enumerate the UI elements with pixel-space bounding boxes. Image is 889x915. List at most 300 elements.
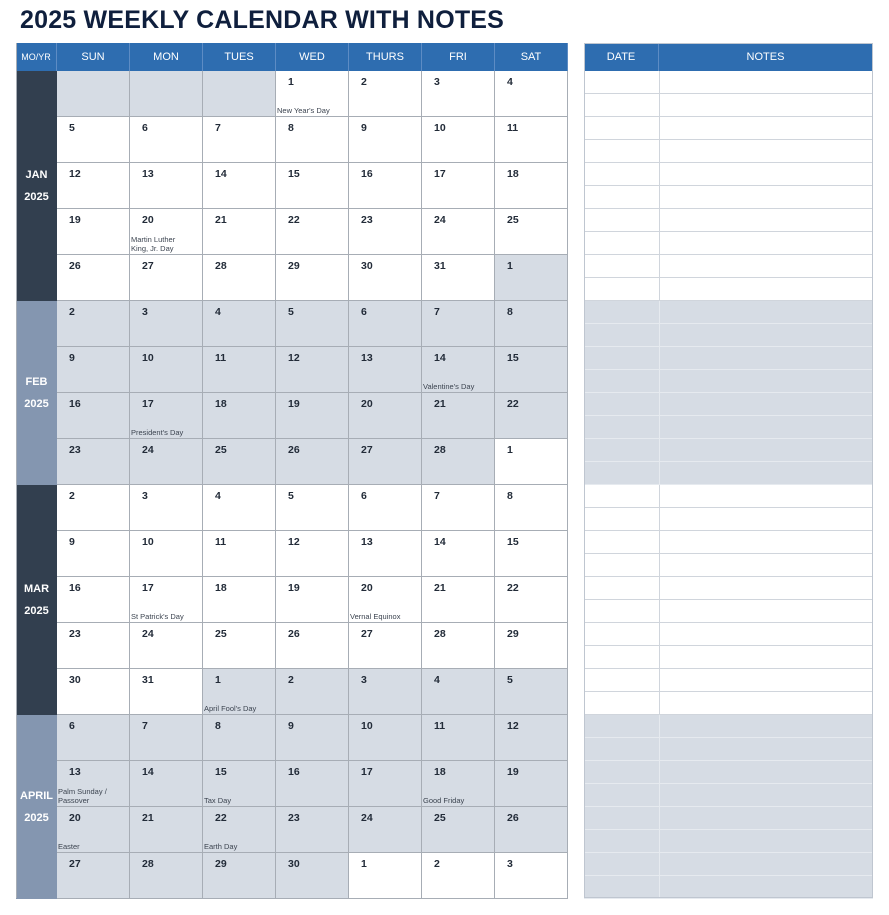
day-cell[interactable] <box>495 761 568 807</box>
day-cell[interactable] <box>349 301 422 347</box>
day-cell[interactable] <box>276 393 349 439</box>
month-name: APRIL <box>20 790 53 802</box>
day-cell[interactable] <box>203 485 276 531</box>
day-cell[interactable] <box>495 715 568 761</box>
day-number: 16 <box>361 168 373 180</box>
day-cell[interactable] <box>422 715 495 761</box>
day-cell[interactable] <box>203 439 276 485</box>
day-cell[interactable] <box>57 761 130 807</box>
day-cell[interactable] <box>422 393 495 439</box>
day-number: 23 <box>361 214 373 226</box>
day-cell[interactable] <box>495 209 568 255</box>
day-cell[interactable] <box>130 439 203 485</box>
day-number: 14 <box>215 168 227 180</box>
day-cell[interactable] <box>422 71 495 117</box>
day-cell[interactable] <box>276 669 349 715</box>
day-cell[interactable] <box>130 71 203 117</box>
day-number: 8 <box>507 306 513 318</box>
notes-row[interactable] <box>584 485 873 508</box>
day-number: 20 <box>142 214 154 226</box>
day-number: 15 <box>215 766 227 778</box>
day-cell[interactable] <box>276 163 349 209</box>
day-cell[interactable] <box>130 301 203 347</box>
month-label-feb <box>16 301 57 485</box>
notes-row[interactable] <box>584 393 873 416</box>
day-number: 31 <box>434 260 446 272</box>
day-cell[interactable] <box>422 623 495 669</box>
day-number: 2 <box>288 674 294 686</box>
day-number: 30 <box>69 674 81 686</box>
day-cell[interactable] <box>349 577 422 623</box>
header-day-thurs: THURS <box>349 43 422 71</box>
day-cell[interactable] <box>495 439 568 485</box>
notes-row[interactable] <box>584 738 873 761</box>
day-cell[interactable] <box>203 669 276 715</box>
day-cell[interactable] <box>422 485 495 531</box>
day-number: 26 <box>288 628 300 640</box>
notes-column-divider <box>659 370 660 392</box>
day-cell[interactable] <box>203 853 276 899</box>
header-day-sat: SAT <box>495 43 568 71</box>
day-number: 18 <box>215 398 227 410</box>
day-cell[interactable] <box>130 669 203 715</box>
day-cell[interactable] <box>349 439 422 485</box>
day-number: 13 <box>361 536 373 548</box>
day-number: 22 <box>215 812 227 824</box>
notes-column-divider <box>659 853 660 875</box>
notes-row[interactable] <box>584 94 873 117</box>
notes-column-divider <box>659 692 660 714</box>
day-cell[interactable] <box>349 531 422 577</box>
day-cell[interactable] <box>276 761 349 807</box>
month-year: 2025 <box>24 605 49 617</box>
notes-row[interactable] <box>584 117 873 140</box>
day-cell[interactable] <box>495 623 568 669</box>
day-number: 4 <box>215 490 221 502</box>
day-cell[interactable] <box>422 439 495 485</box>
day-number: 16 <box>69 582 81 594</box>
day-cell[interactable] <box>422 117 495 163</box>
day-cell[interactable] <box>495 163 568 209</box>
day-number: 10 <box>361 720 373 732</box>
day-number: 5 <box>288 306 294 318</box>
notes-column-divider <box>659 830 660 852</box>
notes-column-divider <box>659 393 660 415</box>
day-cell[interactable] <box>422 347 495 393</box>
day-cell[interactable] <box>276 715 349 761</box>
day-cell[interactable] <box>203 347 276 393</box>
day-number: 24 <box>142 444 154 456</box>
day-number: 27 <box>361 444 373 456</box>
day-number: 21 <box>434 582 446 594</box>
day-number: 6 <box>69 720 75 732</box>
day-number: 27 <box>142 260 154 272</box>
holiday-label: Palm Sunday / Passover <box>58 787 107 805</box>
day-number: 21 <box>215 214 227 226</box>
holiday-label: President's Day <box>131 427 184 437</box>
day-cell[interactable] <box>57 163 130 209</box>
notes-row[interactable] <box>584 692 873 715</box>
notes-row[interactable] <box>584 807 873 830</box>
holiday-label: Good Friday <box>423 795 465 805</box>
day-cell[interactable] <box>57 393 130 439</box>
day-cell[interactable] <box>203 209 276 255</box>
day-cell[interactable] <box>276 853 349 899</box>
day-cell[interactable] <box>276 255 349 301</box>
day-cell[interactable] <box>203 163 276 209</box>
day-number: 9 <box>69 352 75 364</box>
day-number: 22 <box>507 398 519 410</box>
notes-row[interactable] <box>584 347 873 370</box>
day-cell[interactable] <box>349 761 422 807</box>
day-cell[interactable] <box>276 807 349 853</box>
day-cell[interactable] <box>130 163 203 209</box>
day-cell[interactable] <box>349 669 422 715</box>
day-cell[interactable] <box>57 439 130 485</box>
month-year: 2025 <box>24 812 49 824</box>
day-number: 1 <box>361 858 367 870</box>
day-cell[interactable] <box>495 807 568 853</box>
day-cell[interactable] <box>495 577 568 623</box>
day-number: 6 <box>361 306 367 318</box>
day-cell[interactable] <box>276 117 349 163</box>
day-number: 19 <box>69 214 81 226</box>
notes-row[interactable] <box>584 577 873 600</box>
day-number: 15 <box>507 352 519 364</box>
day-cell[interactable] <box>203 255 276 301</box>
day-cell[interactable] <box>57 347 130 393</box>
day-cell[interactable] <box>422 577 495 623</box>
day-cell[interactable] <box>203 761 276 807</box>
notes-row[interactable] <box>584 186 873 209</box>
notes-row[interactable] <box>584 416 873 439</box>
notes-row[interactable] <box>584 255 873 278</box>
notes-row[interactable] <box>584 439 873 462</box>
day-cell[interactable] <box>203 577 276 623</box>
day-cell[interactable] <box>57 301 130 347</box>
day-number: 9 <box>361 122 367 134</box>
day-cell[interactable] <box>349 71 422 117</box>
day-cell[interactable] <box>130 577 203 623</box>
notes-column-divider <box>659 347 660 369</box>
day-cell[interactable] <box>203 807 276 853</box>
day-number: 11 <box>507 122 519 134</box>
day-cell[interactable] <box>203 623 276 669</box>
notes-column-divider <box>659 876 660 898</box>
notes-column-divider <box>659 531 660 553</box>
day-cell[interactable] <box>422 669 495 715</box>
month-year: 2025 <box>24 191 49 203</box>
day-cell[interactable] <box>495 393 568 439</box>
notes-column-divider <box>659 301 660 323</box>
day-number: 24 <box>434 214 446 226</box>
notes-row[interactable] <box>584 784 873 807</box>
month-label-mar <box>16 485 57 715</box>
day-number: 24 <box>361 812 373 824</box>
day-cell[interactable] <box>422 531 495 577</box>
day-cell[interactable] <box>130 117 203 163</box>
day-number: 10 <box>142 536 154 548</box>
day-number: 30 <box>361 260 373 272</box>
day-cell[interactable] <box>349 209 422 255</box>
day-number: 9 <box>69 536 75 548</box>
notes-column-divider <box>659 485 660 507</box>
notes-row[interactable] <box>584 301 873 324</box>
day-number: 28 <box>434 628 446 640</box>
day-number: 7 <box>434 490 440 502</box>
day-cell[interactable] <box>276 439 349 485</box>
day-cell[interactable] <box>276 623 349 669</box>
notes-column-divider <box>659 232 660 254</box>
day-cell[interactable] <box>349 163 422 209</box>
notes-column-divider <box>659 140 660 162</box>
notes-column-divider <box>659 646 660 668</box>
day-cell[interactable] <box>422 761 495 807</box>
header-day-wed: WED <box>276 43 349 71</box>
notes-header-date: DATE <box>584 43 659 71</box>
holiday-label: Earth Day <box>204 841 238 851</box>
day-cell[interactable] <box>349 623 422 669</box>
day-cell[interactable] <box>57 209 130 255</box>
day-cell[interactable] <box>203 117 276 163</box>
day-cell[interactable] <box>276 485 349 531</box>
day-cell[interactable] <box>57 715 130 761</box>
day-cell[interactable] <box>349 715 422 761</box>
notes-column-divider <box>659 600 660 622</box>
day-number: 20 <box>69 812 81 824</box>
notes-column-divider <box>659 577 660 599</box>
notes-column-divider <box>659 163 660 185</box>
holiday-label: Tax Day <box>204 795 232 805</box>
day-number: 29 <box>507 628 519 640</box>
day-number: 1 <box>288 76 294 88</box>
day-number: 22 <box>507 582 519 594</box>
day-number: 6 <box>361 490 367 502</box>
day-number: 19 <box>288 398 300 410</box>
day-cell[interactable] <box>349 117 422 163</box>
day-number: 20 <box>361 398 373 410</box>
day-cell[interactable] <box>422 163 495 209</box>
notes-table <box>584 43 873 898</box>
day-number: 12 <box>288 536 300 548</box>
day-cell[interactable] <box>276 577 349 623</box>
notes-row[interactable] <box>584 140 873 163</box>
notes-row[interactable] <box>584 278 873 301</box>
notes-row[interactable] <box>584 370 873 393</box>
day-cell[interactable] <box>276 209 349 255</box>
notes-row[interactable] <box>584 71 873 94</box>
day-cell[interactable] <box>276 71 349 117</box>
day-number: 17 <box>361 766 373 778</box>
day-number: 1 <box>507 444 513 456</box>
day-cell[interactable] <box>495 71 568 117</box>
day-number: 25 <box>434 812 446 824</box>
day-cell[interactable] <box>422 209 495 255</box>
month-name: FEB <box>25 376 48 388</box>
day-cell[interactable] <box>130 255 203 301</box>
day-number: 18 <box>507 168 519 180</box>
day-number: 9 <box>288 720 294 732</box>
day-cell[interactable] <box>130 853 203 899</box>
day-cell[interactable] <box>349 393 422 439</box>
notes-column-divider <box>659 807 660 829</box>
day-cell[interactable] <box>276 301 349 347</box>
day-cell[interactable] <box>57 531 130 577</box>
day-cell[interactable] <box>57 117 130 163</box>
day-cell[interactable] <box>276 531 349 577</box>
day-number: 4 <box>507 76 513 88</box>
notes-row[interactable] <box>584 830 873 853</box>
day-number: 2 <box>434 858 440 870</box>
day-cell[interactable] <box>495 531 568 577</box>
day-cell[interactable] <box>495 347 568 393</box>
day-cell[interactable] <box>422 807 495 853</box>
notes-row[interactable] <box>584 876 873 899</box>
day-number: 14 <box>434 352 446 364</box>
day-cell[interactable] <box>130 807 203 853</box>
day-cell[interactable] <box>349 347 422 393</box>
day-number: 3 <box>142 306 148 318</box>
day-cell[interactable] <box>130 761 203 807</box>
holiday-label: Vernal Equinox <box>350 611 401 621</box>
day-cell[interactable] <box>130 623 203 669</box>
holiday-label: Valentine's Day <box>423 381 475 391</box>
notes-row[interactable] <box>584 531 873 554</box>
day-number: 10 <box>142 352 154 364</box>
day-cell[interactable] <box>203 71 276 117</box>
day-number: 11 <box>215 352 227 364</box>
day-cell[interactable] <box>130 485 203 531</box>
day-cell[interactable] <box>57 669 130 715</box>
day-cell[interactable] <box>422 255 495 301</box>
day-cell[interactable] <box>495 301 568 347</box>
notes-column-divider <box>659 784 660 806</box>
day-number: 16 <box>69 398 81 410</box>
day-cell[interactable] <box>57 71 130 117</box>
day-number: 7 <box>434 306 440 318</box>
notes-row[interactable] <box>584 646 873 669</box>
day-number: 27 <box>361 628 373 640</box>
notes-row[interactable] <box>584 554 873 577</box>
day-number: 5 <box>507 674 513 686</box>
day-number: 14 <box>142 766 154 778</box>
day-number: 2 <box>361 76 367 88</box>
month-label-jan <box>16 71 57 301</box>
day-cell[interactable] <box>130 531 203 577</box>
header-day-sun: SUN <box>57 43 130 71</box>
notes-row[interactable] <box>584 508 873 531</box>
day-cell[interactable] <box>130 715 203 761</box>
holiday-label: Easter <box>58 841 80 851</box>
day-number: 17 <box>434 168 446 180</box>
notes-row[interactable] <box>584 232 873 255</box>
day-number: 21 <box>142 812 154 824</box>
day-number: 3 <box>361 674 367 686</box>
notes-row[interactable] <box>584 715 873 738</box>
notes-row[interactable] <box>584 324 873 347</box>
day-number: 15 <box>507 536 519 548</box>
day-number: 28 <box>434 444 446 456</box>
notes-row[interactable] <box>584 623 873 646</box>
day-cell[interactable] <box>57 577 130 623</box>
day-cell[interactable] <box>57 623 130 669</box>
notes-column-divider <box>659 186 660 208</box>
day-number: 18 <box>434 766 446 778</box>
day-cell[interactable] <box>495 485 568 531</box>
day-number: 1 <box>507 260 513 272</box>
day-number: 17 <box>142 582 154 594</box>
day-cell[interactable] <box>130 393 203 439</box>
month-name: JAN <box>25 169 48 181</box>
day-cell[interactable] <box>349 853 422 899</box>
day-cell[interactable] <box>203 301 276 347</box>
day-number: 26 <box>507 812 519 824</box>
day-cell[interactable] <box>57 255 130 301</box>
day-cell[interactable] <box>57 807 130 853</box>
day-number: 10 <box>434 122 446 134</box>
day-number: 5 <box>288 490 294 502</box>
holiday-label: New Year's Day <box>277 105 330 115</box>
day-cell[interactable] <box>130 347 203 393</box>
notes-column-divider <box>659 71 660 93</box>
day-number: 25 <box>507 214 519 226</box>
day-cell[interactable] <box>495 255 568 301</box>
day-cell[interactable] <box>203 715 276 761</box>
day-cell[interactable] <box>57 853 130 899</box>
day-number: 2 <box>69 306 75 318</box>
day-cell[interactable] <box>349 255 422 301</box>
day-cell[interactable] <box>495 669 568 715</box>
day-cell[interactable] <box>349 807 422 853</box>
notes-row[interactable] <box>584 853 873 876</box>
day-number: 26 <box>288 444 300 456</box>
day-cell[interactable] <box>422 853 495 899</box>
header-day-fri: FRI <box>422 43 495 71</box>
day-cell[interactable] <box>130 209 203 255</box>
day-number: 7 <box>215 122 221 134</box>
day-cell[interactable] <box>57 485 130 531</box>
calendar-grid <box>16 43 568 898</box>
day-cell[interactable] <box>276 347 349 393</box>
day-cell[interactable] <box>495 853 568 899</box>
notes-column-divider <box>659 209 660 231</box>
day-number: 8 <box>288 122 294 134</box>
notes-column-divider <box>659 324 660 346</box>
day-number: 29 <box>288 260 300 272</box>
day-number: 3 <box>507 858 513 870</box>
notes-row[interactable] <box>584 209 873 232</box>
day-number: 25 <box>215 444 227 456</box>
day-number: 12 <box>288 352 300 364</box>
day-cell[interactable] <box>203 531 276 577</box>
notes-row[interactable] <box>584 600 873 623</box>
day-number: 12 <box>69 168 81 180</box>
day-cell[interactable] <box>495 117 568 163</box>
notes-row[interactable] <box>584 163 873 186</box>
day-cell[interactable] <box>422 301 495 347</box>
day-cell[interactable] <box>349 485 422 531</box>
notes-column-divider <box>659 623 660 645</box>
day-number: 23 <box>69 444 81 456</box>
notes-row[interactable] <box>584 761 873 784</box>
day-number: 4 <box>215 306 221 318</box>
day-number: 13 <box>69 766 81 778</box>
notes-row[interactable] <box>584 462 873 485</box>
day-number: 31 <box>142 674 154 686</box>
notes-row[interactable] <box>584 669 873 692</box>
notes-column-divider <box>659 439 660 461</box>
day-cell[interactable] <box>203 393 276 439</box>
